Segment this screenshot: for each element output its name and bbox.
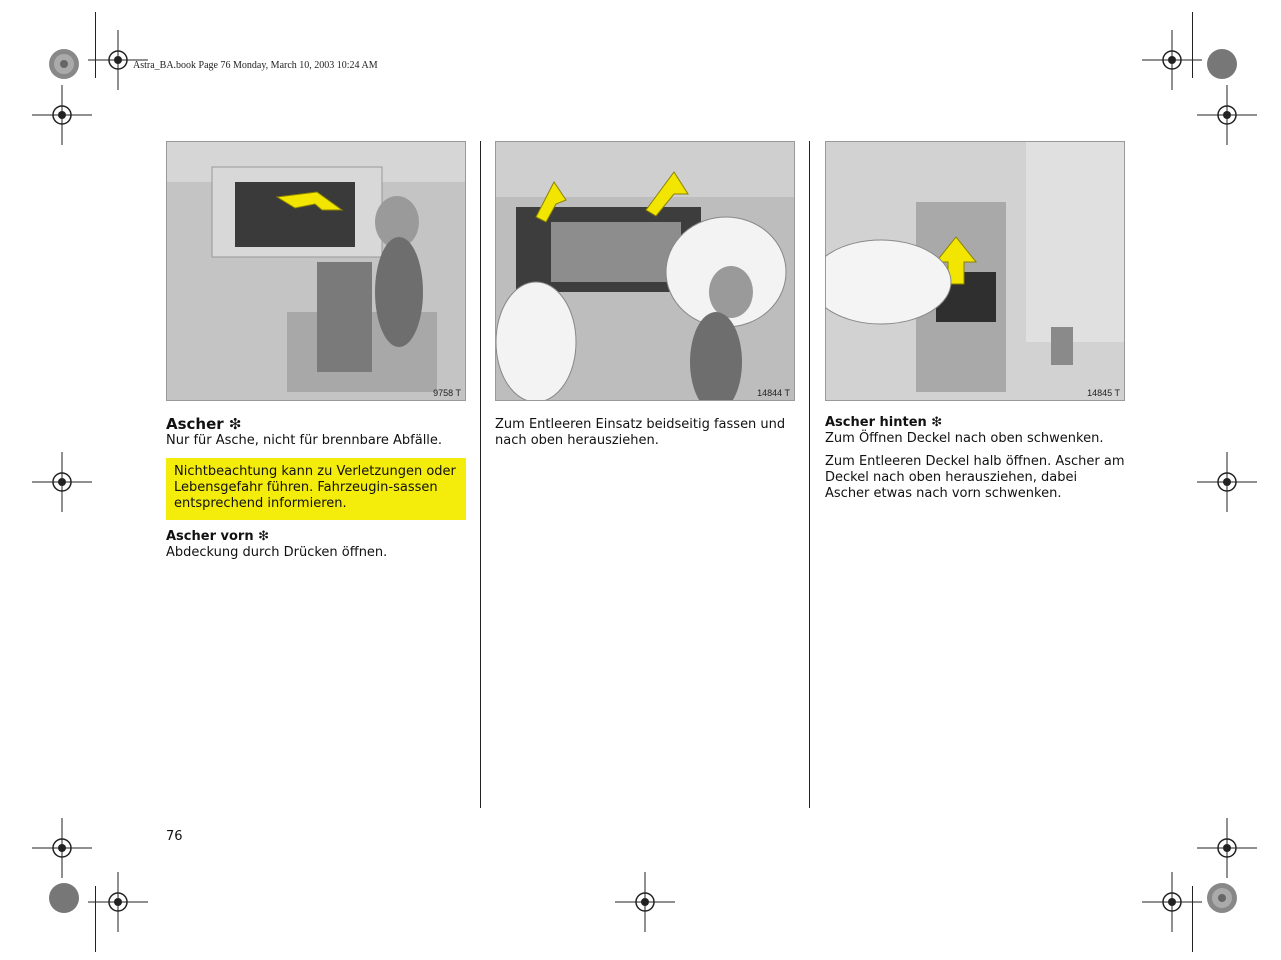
paragraph: Abdeckung durch Drücken öffnen.: [166, 545, 388, 560]
color-target-icon: [1206, 882, 1238, 914]
registration-mark-icon: [1142, 872, 1202, 932]
crop-mark: [1192, 886, 1193, 952]
registration-mark-icon: [88, 872, 148, 932]
subheading-text: Ascher hinten: [825, 415, 927, 430]
page-number: 76: [166, 829, 183, 844]
column-divider: [809, 141, 810, 808]
image-code: 14845 T: [1087, 388, 1120, 398]
registration-mark-icon: [32, 818, 92, 878]
rear-ashtray-illustration: [825, 141, 1125, 401]
color-target-icon: [1206, 48, 1238, 80]
registration-mark-icon: [1197, 452, 1257, 512]
heading-text: Ascher: [166, 415, 224, 433]
print-slug: Astra_BA.book Page 76 Monday, March 10, 2003 10:24 AM: [133, 60, 378, 71]
column-1-text: [166, 415, 466, 561]
column-divider: [480, 141, 481, 808]
column-3-text: [825, 415, 1125, 502]
registration-mark-icon: [32, 85, 92, 145]
optional-equipment-star-icon: ❇: [258, 529, 270, 544]
color-target-icon: [48, 882, 80, 914]
registration-mark-icon: [1197, 818, 1257, 878]
crop-mark: [95, 886, 96, 952]
warning-box: Nichtbeachtung kann zu Verletzungen oder Lebensgefahr führen. Fahrzeugin-sassen entsprechend informieren.: [166, 458, 466, 520]
section-heading: [166, 415, 466, 433]
front-ashtray-illustration: [166, 141, 466, 401]
paragraph: Nur für Asche, nicht für brennbare Abfälle.: [166, 433, 443, 448]
subheading-text: Ascher vorn: [166, 529, 254, 544]
registration-mark-icon: [615, 872, 675, 932]
subheading: [825, 415, 1125, 431]
image-code: 14844 T: [757, 388, 790, 398]
column-2-text: [495, 417, 795, 449]
optional-equipment-star-icon: ❇: [228, 415, 242, 433]
registration-mark-icon: [1142, 30, 1202, 90]
subheading: [166, 529, 466, 545]
registration-mark-icon: [88, 30, 148, 90]
image-code: 9758 T: [433, 388, 461, 398]
crop-mark: [95, 12, 96, 78]
paragraph: Zum Entleeren Einsatz beidseitig fassen und nach oben herausziehen.: [495, 417, 786, 448]
optional-equipment-star-icon: ❇: [931, 415, 943, 430]
paragraph: Zum Öffnen Deckel nach oben schwenken.: [825, 431, 1104, 446]
ashtray-insert-illustration: [495, 141, 795, 401]
color-target-icon: [48, 48, 80, 80]
paragraph: Zum Entleeren Deckel halb öffnen. Ascher am Deckel nach oben herausziehen, dabei Ascher etwas nach vorn schwenken.: [825, 454, 1125, 501]
registration-mark-icon: [32, 452, 92, 512]
crop-mark: [1192, 12, 1193, 78]
registration-mark-icon: [1197, 85, 1257, 145]
